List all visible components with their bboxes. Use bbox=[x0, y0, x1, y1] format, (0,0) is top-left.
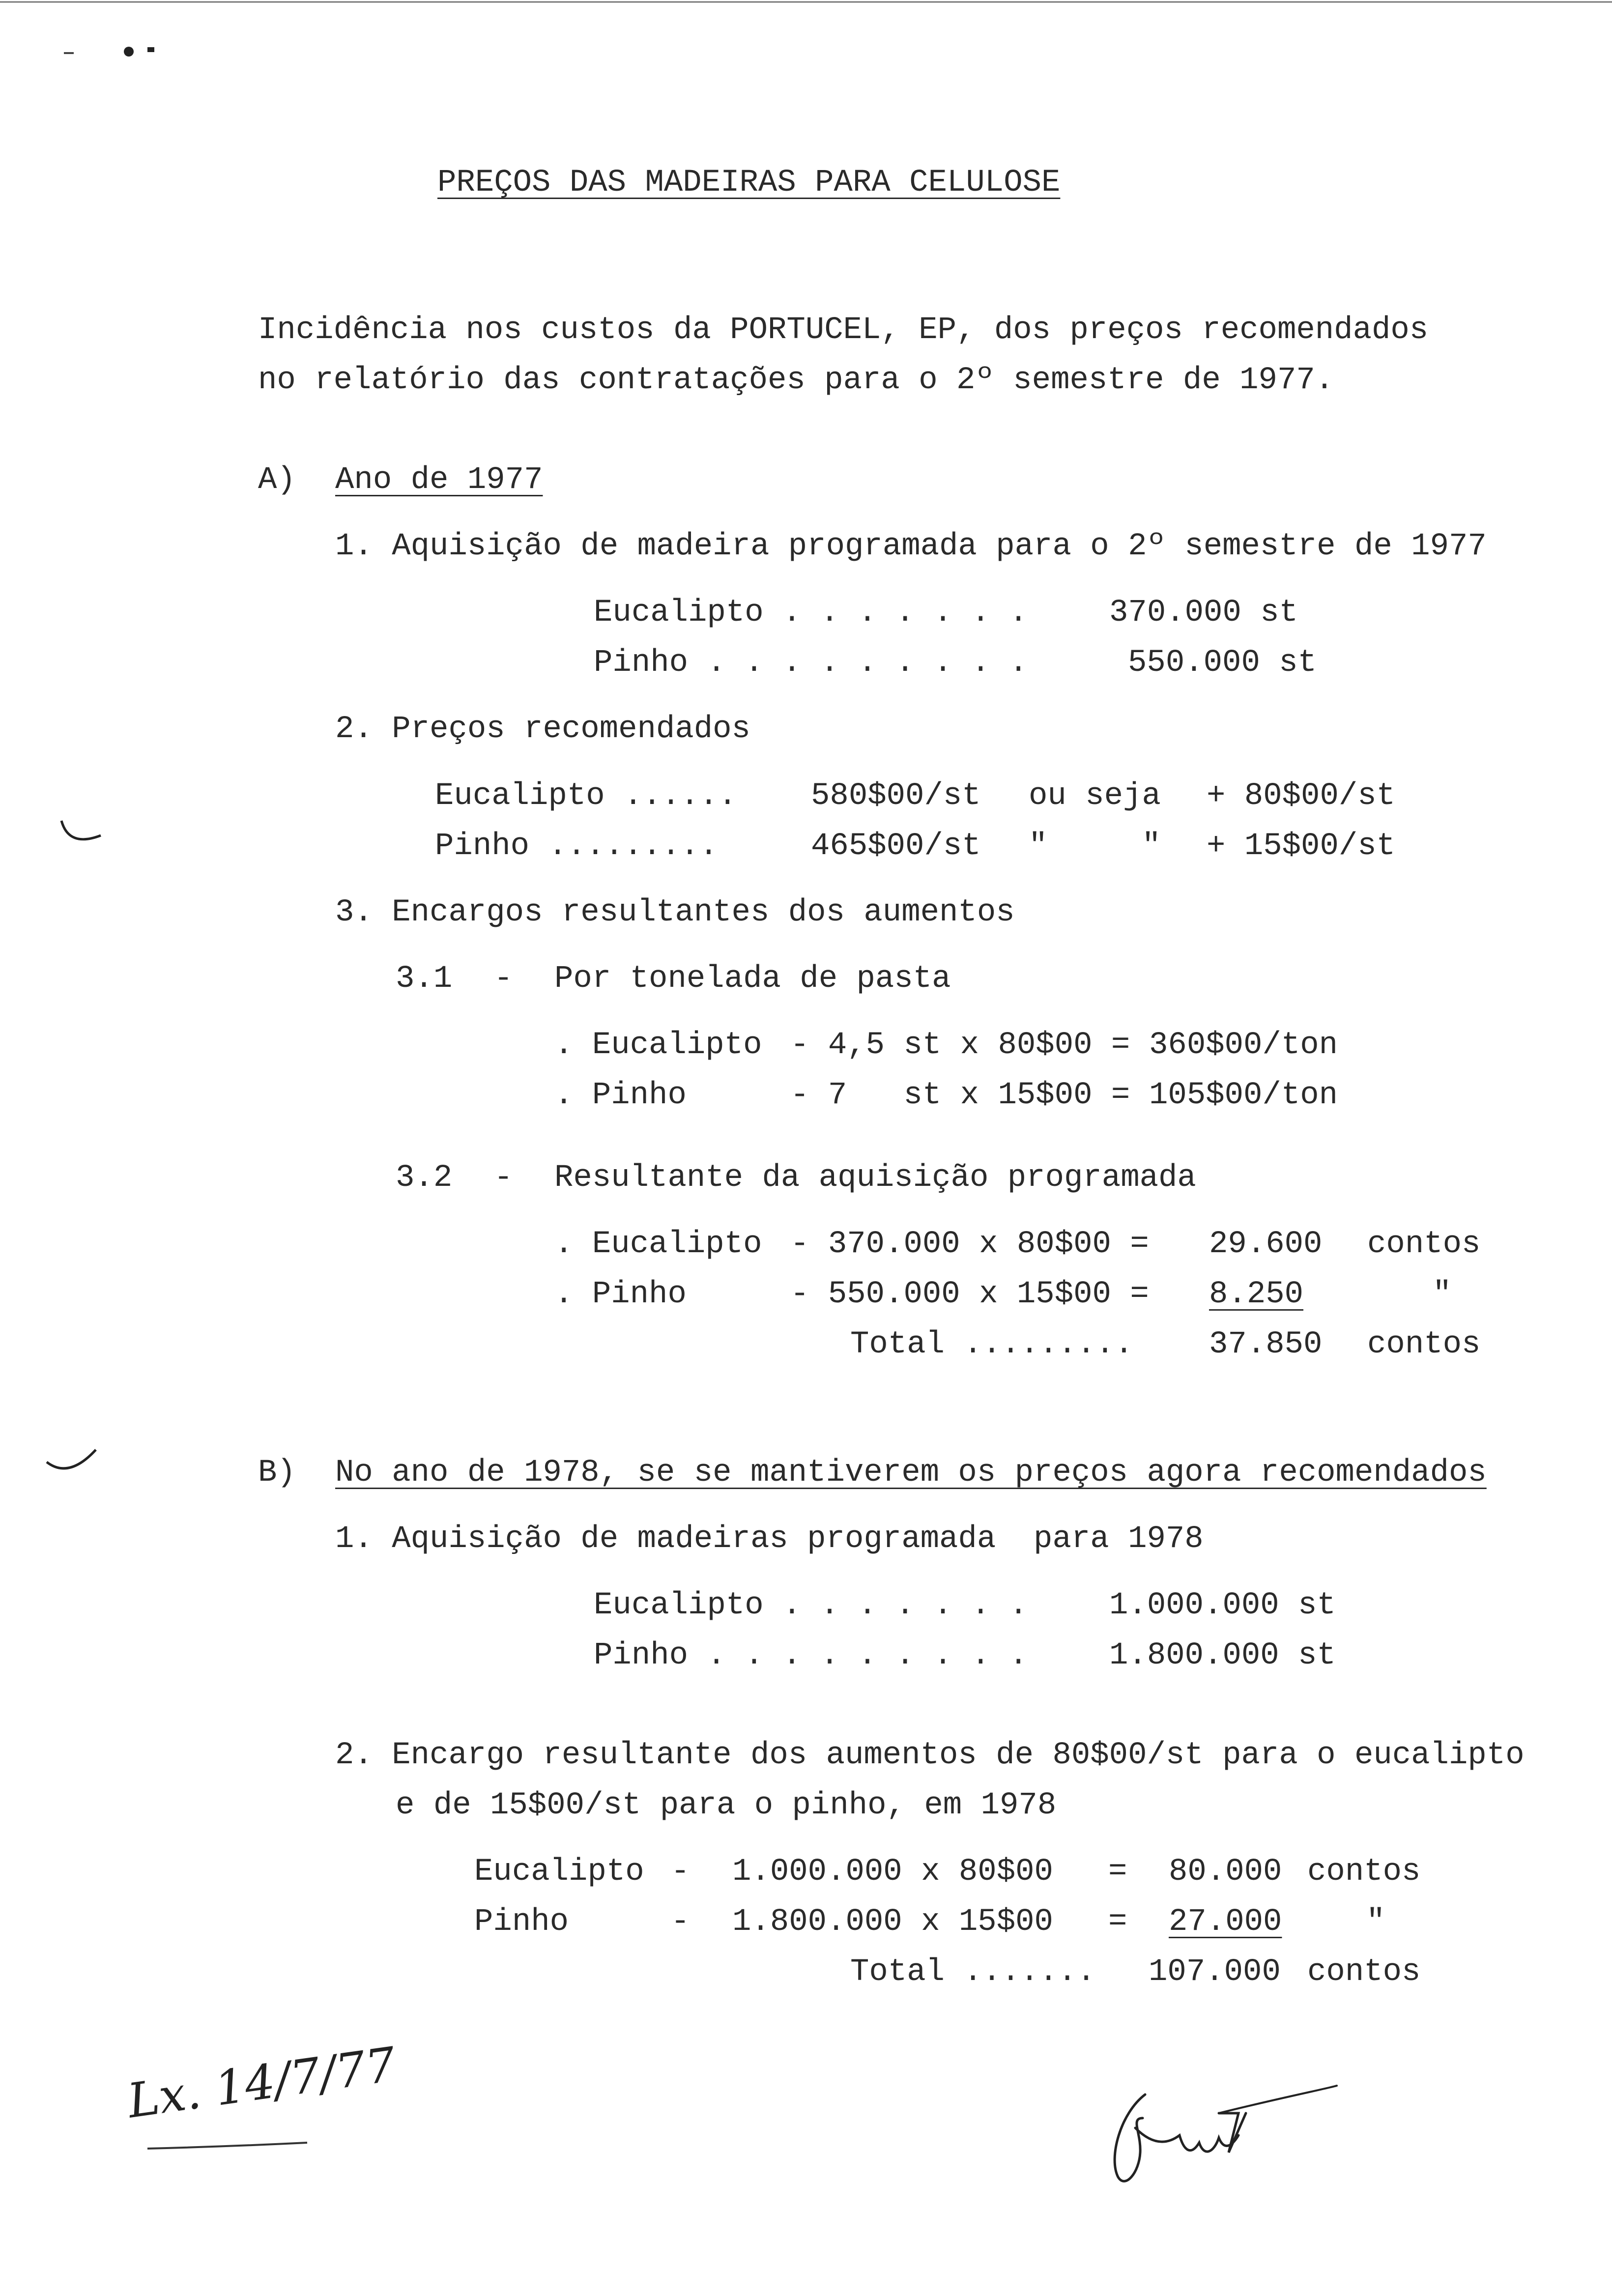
b2-pinho-dash: - bbox=[671, 1904, 690, 1940]
a32-total-value: 37.850 bbox=[1209, 1327, 1323, 1362]
a32-total-unit: contos bbox=[1367, 1327, 1481, 1362]
b2-pinho-label: Pinho bbox=[474, 1904, 569, 1940]
a32-pinho-label: . Pinho bbox=[554, 1277, 687, 1312]
b2-eucalipto-unit: contos bbox=[1307, 1854, 1421, 1890]
a32-eucalipto-unit: contos bbox=[1367, 1227, 1481, 1262]
intro-line-1: Incidência nos custos da PORTUCEL, EP, dos preços recomendados bbox=[258, 313, 1429, 348]
document-title: PREÇOS DAS MADEIRAS PARA CELULOSE bbox=[437, 165, 1061, 201]
b2-eucalipto-label: Eucalipto bbox=[474, 1854, 644, 1890]
a32-pinho-calc: - 550.000 x 15$00 = bbox=[790, 1277, 1149, 1312]
a31-eucalipto-label: . Eucalipto bbox=[554, 1028, 762, 1063]
a31-pinho-calc: - 7 st x 15$00 = bbox=[790, 1078, 1130, 1113]
b2-eucalipto-calc: 1.000.000 x 80$00 bbox=[732, 1854, 1053, 1890]
section-b-letter: B) bbox=[258, 1455, 296, 1491]
a2-pinho-delta: + 15$00/st bbox=[1207, 829, 1396, 864]
a31-title: Por tonelada de pasta bbox=[554, 961, 951, 997]
b1-title: 1. Aquisição de madeiras programada para 1978 bbox=[335, 1521, 1204, 1557]
b2-total-value: 107.000 bbox=[1149, 1954, 1281, 1990]
a31-eucalipto-result: 360$00/ton bbox=[1149, 1028, 1338, 1063]
a1-pinho-value: 550.000 st bbox=[1128, 645, 1317, 681]
b2-eucalipto-dash: - bbox=[671, 1854, 690, 1890]
a2-eucalipto-price: 580$00/st bbox=[811, 778, 981, 814]
a2-eucalipto-delta: + 80$00/st bbox=[1207, 778, 1396, 814]
a1-eucalipto-label: Eucalipto . . . . . . . bbox=[594, 595, 1028, 631]
b1-pinho-label: Pinho . . . . . . . . . bbox=[594, 1638, 1028, 1673]
a32-pinho-unit: " bbox=[1433, 1277, 1452, 1312]
handwritten-date: Lx. 14/7/77 bbox=[124, 2037, 400, 2129]
b2-pinho-result: 27.000 bbox=[1169, 1904, 1282, 1940]
b2-total-label: Total ....... bbox=[850, 1954, 1096, 1990]
section-a-letter: A) bbox=[258, 462, 296, 498]
a2-title: 2. Preços recomendados bbox=[335, 712, 750, 747]
a32-pinho-result: 8.250 bbox=[1209, 1277, 1304, 1312]
a3-title: 3. Encargos resultantes dos aumentos bbox=[335, 895, 1015, 930]
a31-pinho-label: . Pinho bbox=[554, 1078, 687, 1113]
b1-eucalipto-label: Eucalipto . . . . . . . bbox=[594, 1588, 1028, 1623]
a32-eucalipto-result: 29.600 bbox=[1209, 1227, 1323, 1262]
a31-dash: - bbox=[494, 961, 513, 997]
b2-pinho-calc: 1.800.000 x 15$00 bbox=[732, 1904, 1053, 1940]
a2-pinho-mid: " " bbox=[1029, 829, 1161, 864]
b2-pinho-eq: = bbox=[1108, 1904, 1127, 1940]
a32-eucalipto-label: . Eucalipto bbox=[554, 1227, 762, 1262]
b2-eucalipto-eq: = bbox=[1108, 1854, 1127, 1890]
b2-title-line-1: 2. Encargo resultante dos aumentos de 80$00/st para o eucalipto bbox=[335, 1738, 1525, 1773]
section-a-heading: Ano de 1977 bbox=[335, 462, 543, 498]
b1-pinho-value: 1.800.000 st bbox=[1109, 1638, 1336, 1673]
a32-dash: - bbox=[494, 1160, 513, 1196]
a2-eucalipto-label: Eucalipto ...... bbox=[435, 778, 737, 814]
section-b-heading: No ano de 1978, se se mantiverem os preços agora recomendados bbox=[335, 1455, 1487, 1491]
a2-eucalipto-mid: ou seja bbox=[1029, 778, 1161, 814]
b2-total-unit: contos bbox=[1307, 1954, 1421, 1990]
a32-total-label: Total ......... bbox=[850, 1327, 1134, 1362]
b1-eucalipto-value: 1.000.000 st bbox=[1109, 1588, 1336, 1623]
a32-title: Resultante da aquisição programada bbox=[554, 1160, 1196, 1196]
intro-line-2: no relatório das contratações para o 2º semestre de 1977. bbox=[258, 363, 1334, 398]
a1-eucalipto-value: 370.000 st bbox=[1109, 595, 1298, 631]
a32-number: 3.2 bbox=[396, 1160, 453, 1196]
a1-title: 1. Aquisição de madeira programada para o 2º semestre de 1977 bbox=[335, 529, 1487, 564]
a32-eucalipto-calc: - 370.000 x 80$00 = bbox=[790, 1227, 1149, 1262]
a31-pinho-result: 105$00/ton bbox=[1149, 1078, 1338, 1113]
b2-eucalipto-result: 80.000 bbox=[1169, 1854, 1282, 1890]
a2-pinho-price: 465$00/st bbox=[811, 829, 981, 864]
b2-pinho-unit: " bbox=[1366, 1904, 1385, 1940]
a2-pinho-label: Pinho ......... bbox=[435, 829, 719, 864]
b2-title-line-2: e de 15$00/st para o pinho, em 1978 bbox=[396, 1788, 1057, 1823]
a31-number: 3.1 bbox=[396, 961, 453, 997]
a1-pinho-label: Pinho . . . . . . . . . bbox=[594, 645, 1028, 681]
a31-eucalipto-calc: - 4,5 st x 80$00 = bbox=[790, 1028, 1130, 1063]
